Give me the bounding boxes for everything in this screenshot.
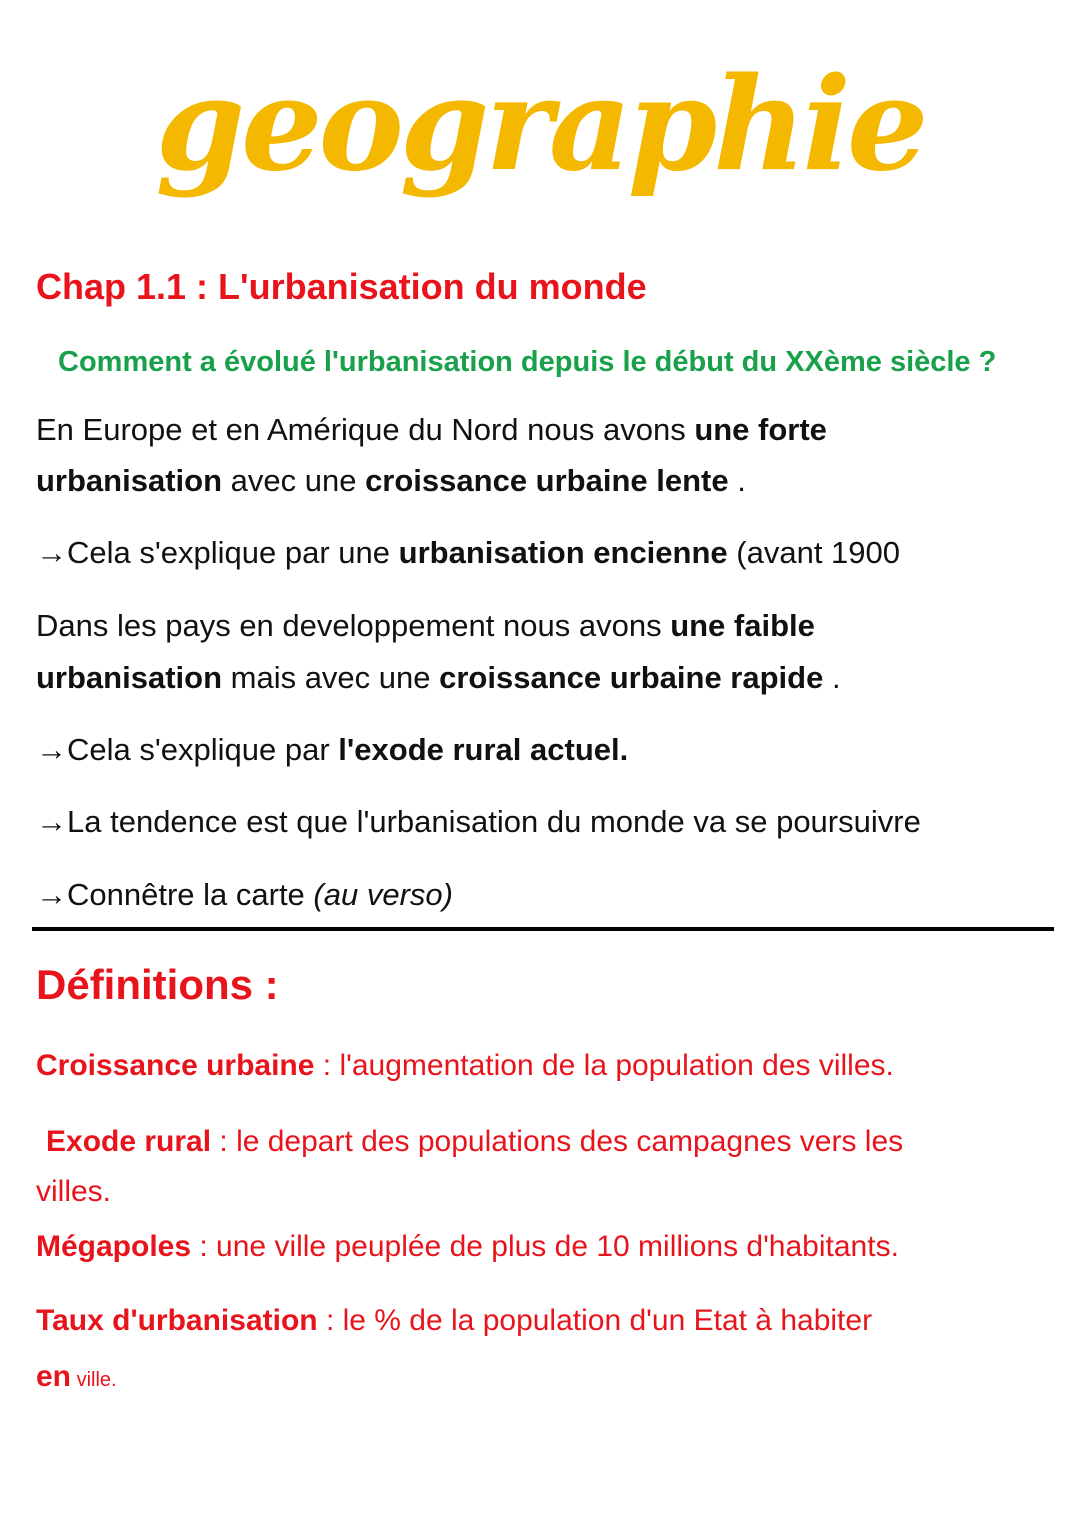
bold-text: croissance urbaine lente — [365, 463, 729, 498]
paragraph-1-line-1 — [36, 405, 827, 455]
italic-text: (au verso) — [313, 877, 453, 912]
paragraph-5: →La tendence est que l'urbanisation du monde va se poursuivre — [36, 804, 921, 839]
bold-text: urbanisation — [36, 463, 223, 498]
divider — [32, 927, 1054, 931]
definition-exode-rural-line-2: villes. — [36, 1175, 112, 1208]
text: . — [728, 463, 746, 498]
bold-text: urbanisation encienne — [398, 535, 728, 570]
bold-text: une faible — [670, 608, 815, 643]
text: →Connêtre la carte — [36, 877, 314, 912]
page-title: geographie — [155, 50, 925, 200]
bold-text: une forte — [694, 412, 827, 447]
definition-megapoles — [36, 1222, 899, 1272]
term: Croissance urbaine — [36, 1049, 315, 1082]
definition-text: : l'augmentation de la population des villes. — [314, 1049, 894, 1082]
paragraph-4 — [36, 725, 628, 775]
definition-text: : le depart des populations des campagnes vers les — [211, 1125, 904, 1158]
definition-text: : le % de la population d'un Etat à habiter — [317, 1304, 873, 1337]
text: en — [36, 1360, 72, 1393]
definition-text: : une ville peuplée de plus de 10 millions d'habitants. — [191, 1230, 899, 1263]
text: mais avec une — [222, 660, 440, 695]
term: Exode rural — [46, 1125, 212, 1158]
text: →Cela s'explique par une — [36, 535, 399, 570]
bold-text: croissance urbaine rapide — [439, 660, 824, 695]
chapter-heading: Chap 1.1 : L'urbanisation du monde — [36, 266, 647, 307]
term: Mégapoles — [36, 1230, 192, 1263]
term: Taux d'urbanisation — [36, 1304, 318, 1337]
definition-taux-urbanisation — [36, 1296, 872, 1346]
paragraph-1-line-2 — [36, 456, 746, 506]
bold-text: l'exode rural actuel. — [338, 732, 629, 767]
definition-croissance-urbaine — [36, 1041, 894, 1091]
text: →Cela s'explique par — [36, 732, 339, 767]
text: avec une — [222, 463, 366, 498]
paragraph-3-line-1 — [36, 601, 815, 651]
guiding-question: Comment a évolué l'urbanisation depuis le début du XXème siècle ? — [58, 346, 997, 378]
paragraph-6 — [36, 870, 453, 920]
definition-exode-rural — [46, 1117, 903, 1167]
definitions-heading: Définitions : — [36, 961, 279, 1008]
text: (avant 1900 — [727, 535, 901, 570]
small-text: ville. — [71, 1369, 117, 1391]
text: Dans les pays en developpement nous avons — [36, 608, 671, 643]
text: En Europe et en Amérique du Nord nous avons — [36, 412, 695, 447]
bold-text: urbanisation — [36, 660, 223, 695]
definition-taux-urbanisation-line-2 — [36, 1352, 117, 1405]
paragraph-2 — [36, 528, 900, 578]
text: . — [823, 660, 841, 695]
paragraph-3-line-2 — [36, 653, 841, 703]
